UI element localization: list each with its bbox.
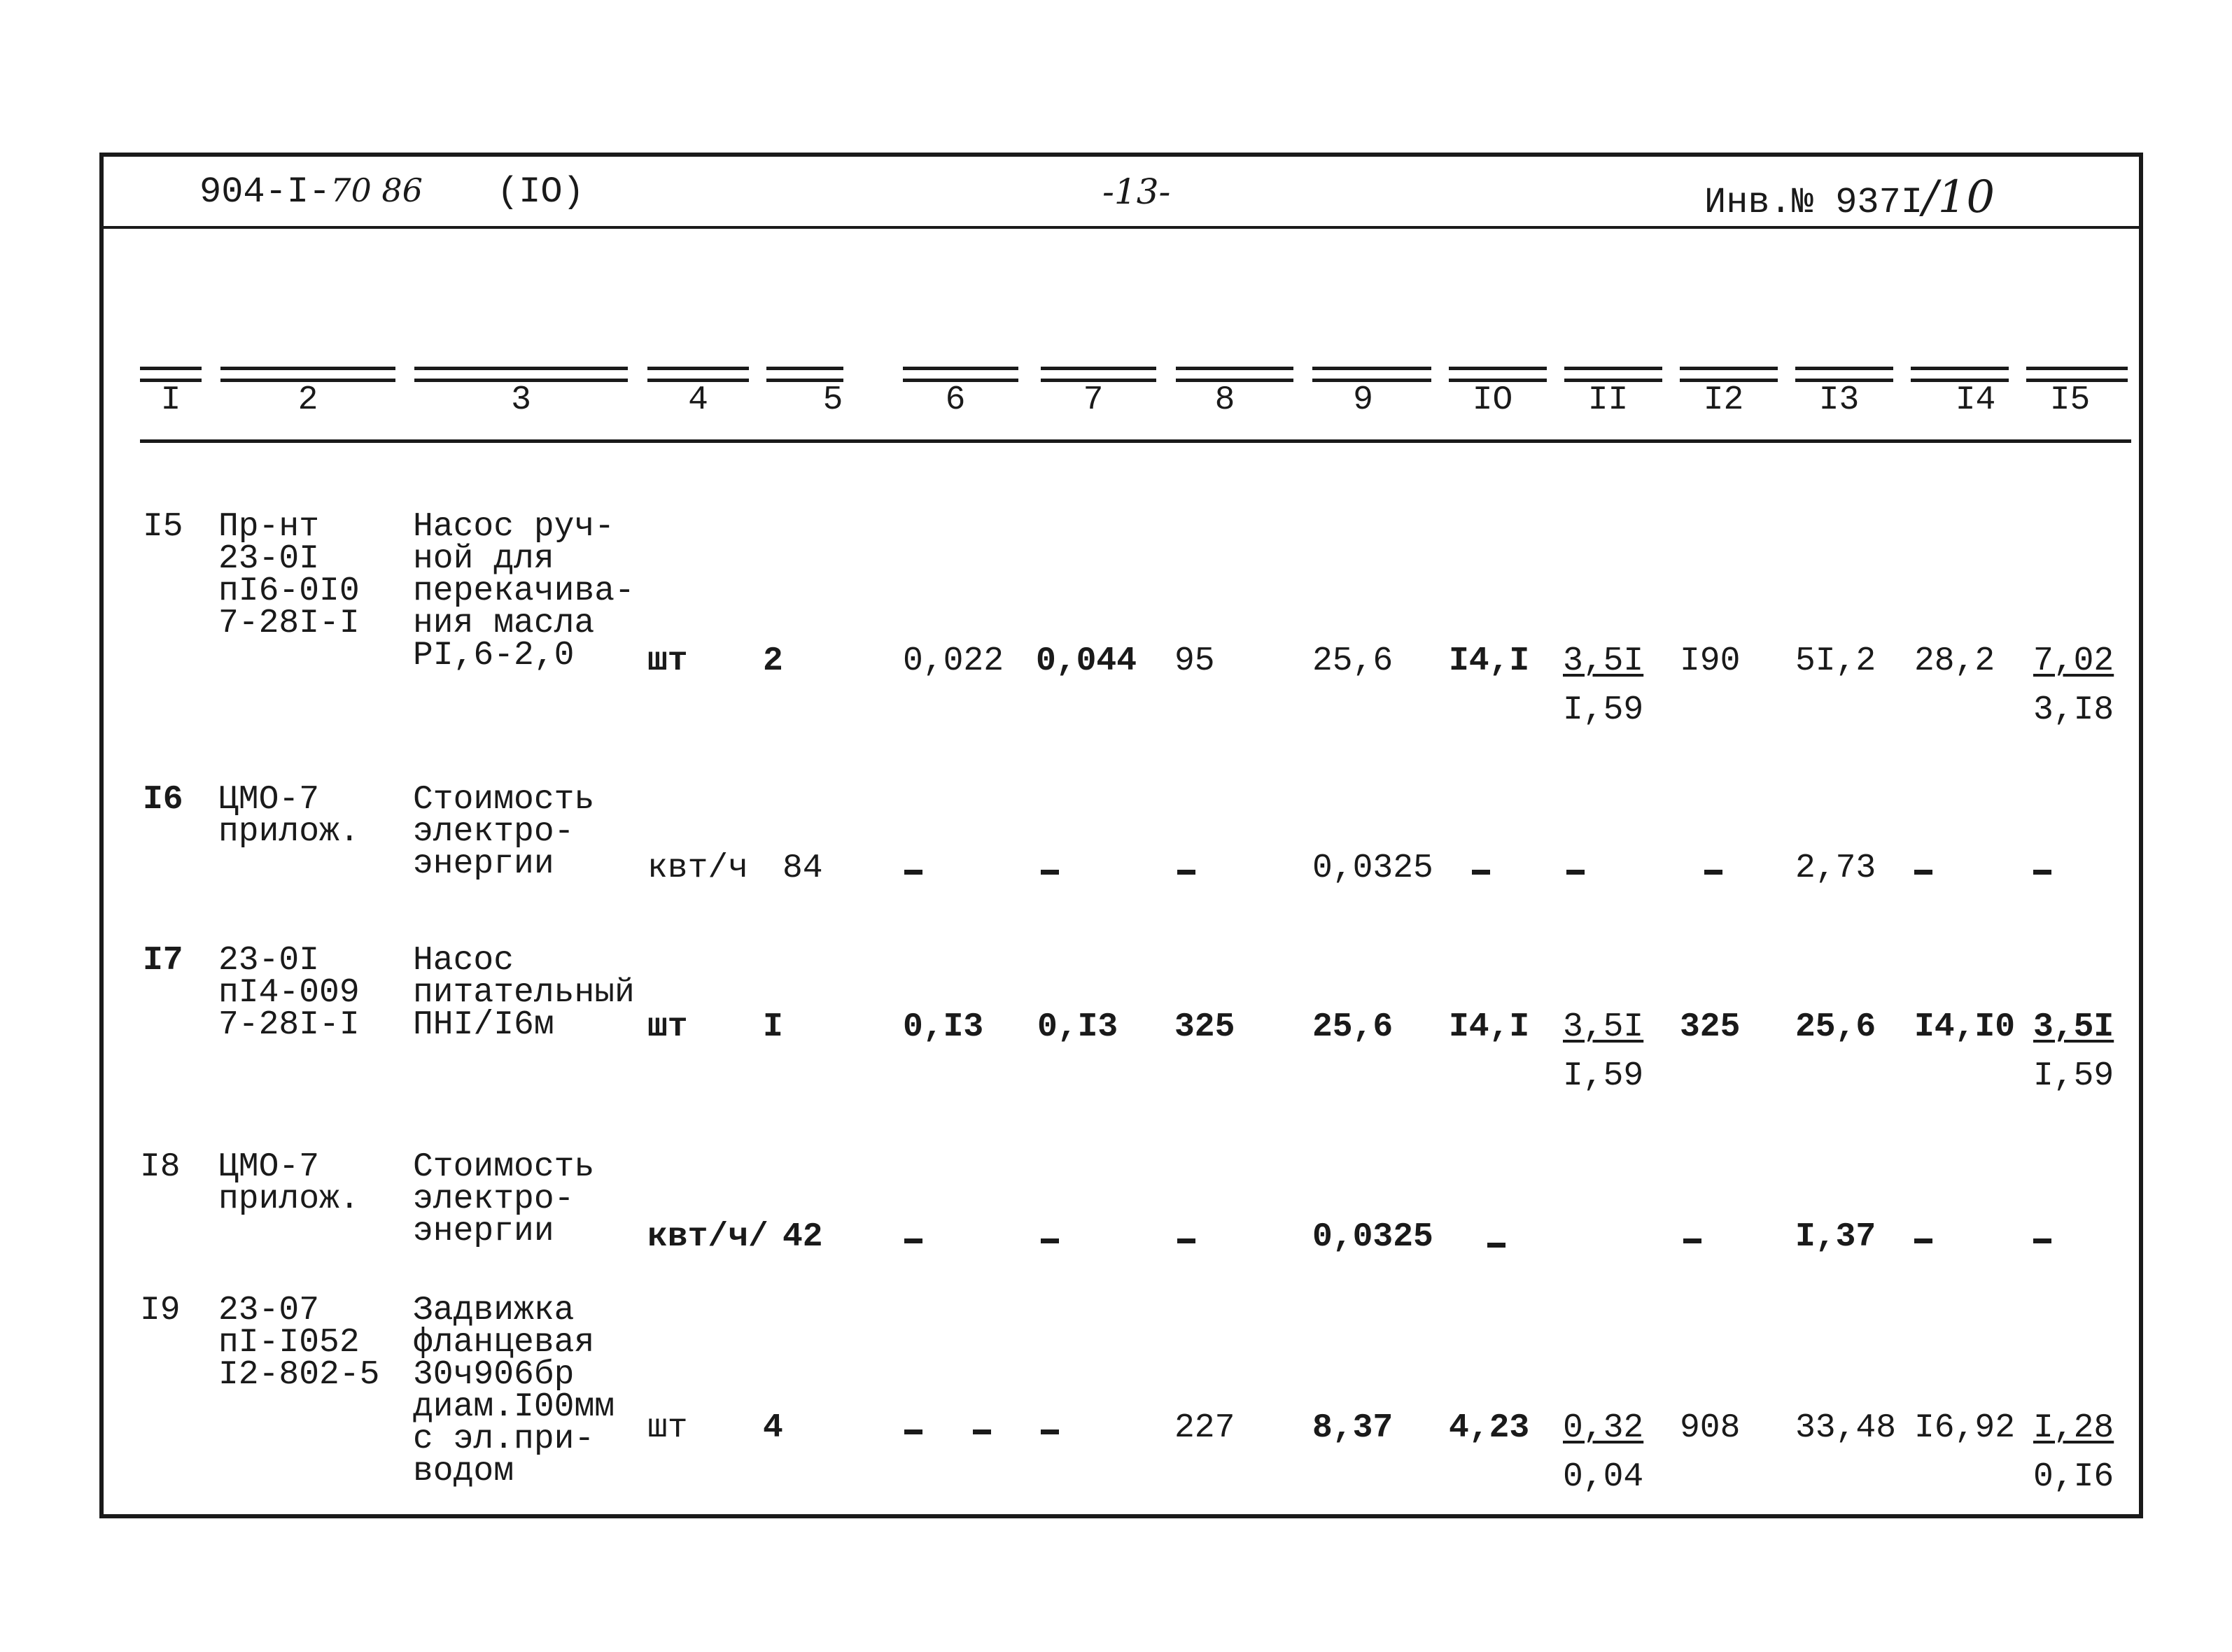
column-header-underline <box>140 439 2131 443</box>
dash-mark <box>904 1429 922 1434</box>
column-bar-13 <box>1795 367 1893 382</box>
row-unit: шт <box>647 642 688 680</box>
dash-mark <box>2033 1238 2051 1243</box>
dash-mark <box>1177 870 1195 875</box>
column-bar-10 <box>1449 367 1547 382</box>
column-bar-1 <box>140 367 202 382</box>
table-row-number: I9 <box>140 1292 181 1329</box>
row-col-11-top: 3,5I <box>1563 642 1644 680</box>
column-number-2: 2 <box>297 381 318 419</box>
column-number-7: 7 <box>1083 381 1104 419</box>
dash-mark <box>1914 870 1932 875</box>
row-quantity: I <box>763 1008 783 1046</box>
row-col-13: 2,73 <box>1795 849 1876 887</box>
row-quantity: 2 <box>763 642 783 680</box>
row-col-15-top: 7,02 <box>2033 642 2114 680</box>
row-col-10: I4,I <box>1449 642 1530 680</box>
row-col-14: I4,I0 <box>1914 1008 2016 1046</box>
doc-code-handwritten: 70 86 <box>330 171 423 209</box>
row-name: Стоимость электро- энергии <box>413 781 595 883</box>
row-col-10: 4,23 <box>1449 1409 1530 1447</box>
dash-mark <box>1704 870 1722 875</box>
row-col-11-top: 3,5I <box>1563 1008 1644 1046</box>
row-col-9: 25,6 <box>1312 642 1394 680</box>
column-bar-2 <box>220 367 395 382</box>
row-col-7: 0,I3 <box>1037 1008 1118 1046</box>
row-name: Задвижка фланцевая 30ч906бр диам.I00мм с эл.при- водом <box>413 1292 615 1490</box>
row-name: Насос питательный ПНI/I6м <box>413 942 635 1044</box>
dash-mark <box>904 870 922 875</box>
column-bar-11 <box>1564 367 1662 382</box>
row-col-13: 33,48 <box>1795 1409 1897 1447</box>
column-number-8: 8 <box>1214 381 1235 419</box>
row-col-8: 325 <box>1174 1008 1235 1046</box>
row-col-9: 25,6 <box>1312 1008 1394 1046</box>
column-bar-6 <box>903 367 1018 382</box>
row-col-10: I4,I <box>1449 1008 1530 1046</box>
row-col-14: I6,92 <box>1914 1409 2016 1447</box>
table-row-number: I8 <box>140 1148 181 1186</box>
column-number-9: 9 <box>1353 381 1373 419</box>
column-bar-9 <box>1312 367 1431 382</box>
column-bar-5 <box>766 367 843 382</box>
column-number-11: II <box>1587 381 1629 419</box>
dash-mark <box>1041 1429 1059 1434</box>
column-bar-12 <box>1680 367 1778 382</box>
column-number-6: 6 <box>945 381 966 419</box>
row-unit: шт <box>647 1008 688 1046</box>
row-unit: квт/ч/ <box>647 1218 768 1256</box>
row-col-7: 0,044 <box>1036 642 1137 680</box>
row-col-11-bottom: I,59 <box>1563 691 1644 729</box>
frame-right-line <box>2139 153 2143 1518</box>
row-col-15-bottom: 3,I8 <box>2033 691 2114 729</box>
row-col-11-bottom: 0,04 <box>1563 1458 1644 1496</box>
inventory-number <box>1704 171 1995 223</box>
column-number-10: IO <box>1472 381 1513 419</box>
doc-code <box>199 171 423 213</box>
inventory-label: Инв.№ 937I <box>1704 182 1923 223</box>
frame-left-line <box>99 153 104 1518</box>
frame-top-line <box>99 153 2143 157</box>
table-row-number: I5 <box>143 508 183 546</box>
row-col-11-top: 0,32 <box>1563 1409 1644 1447</box>
row-col-12: 908 <box>1680 1409 1741 1447</box>
column-number-3: 3 <box>511 381 531 419</box>
row-col-6: 0,I3 <box>903 1008 984 1046</box>
page-number: -13- <box>1102 171 1171 212</box>
row-unit: шт <box>647 1409 688 1447</box>
dash-mark <box>1683 1238 1701 1243</box>
dash-mark <box>1914 1238 1932 1243</box>
row-code: ЦМО-7 прилож. <box>218 781 360 851</box>
table-row-number: I6 <box>143 781 183 819</box>
row-col-9: 0,0325 <box>1312 1218 1433 1256</box>
column-number-13: I3 <box>1818 381 1860 419</box>
column-number-4: 4 <box>688 381 708 419</box>
column-number-15: I5 <box>2049 381 2091 419</box>
row-col-13: 25,6 <box>1795 1008 1876 1046</box>
column-bar-3 <box>414 367 628 382</box>
dash-mark <box>1041 870 1059 875</box>
column-number-14: I4 <box>1955 381 1996 419</box>
row-col-15-top: 3,5I <box>2033 1008 2114 1046</box>
row-col-15-top: I,28 <box>2033 1409 2114 1447</box>
section-number: (IO) <box>497 171 584 213</box>
row-col-6: 0,022 <box>903 642 1004 680</box>
row-col-12: I90 <box>1680 642 1741 680</box>
row-col-15-bottom: 0,I6 <box>2033 1458 2114 1496</box>
dash-mark <box>973 1429 991 1434</box>
row-col-9: 8,37 <box>1312 1409 1394 1447</box>
row-col-8: 227 <box>1174 1409 1235 1447</box>
row-quantity: 84 <box>782 849 823 887</box>
row-col-9: 0,0325 <box>1312 849 1433 887</box>
row-col-13: I,37 <box>1795 1218 1876 1256</box>
row-col-15-bottom: I,59 <box>2033 1057 2114 1095</box>
column-number-12: I2 <box>1703 381 1744 419</box>
column-bar-8 <box>1176 367 1293 382</box>
header-separator-line <box>99 226 2143 229</box>
dash-mark <box>1041 1238 1059 1243</box>
row-code: Пр-нт 23-0I пI6-0I0 7-28I-I <box>218 508 360 642</box>
column-bar-7 <box>1041 367 1156 382</box>
dash-mark <box>904 1238 922 1243</box>
inventory-handwritten: /10 <box>1923 171 1995 223</box>
column-bar-14 <box>1911 367 2009 382</box>
column-bar-15 <box>2026 367 2128 382</box>
row-name: Насос руч- ной для перекачива- ния масла PI,6-2,0 <box>413 508 635 675</box>
dash-mark <box>1177 1238 1195 1243</box>
row-code: 23-0I пI4-009 7-28I-I <box>218 942 360 1044</box>
row-quantity: 42 <box>782 1218 823 1256</box>
column-number-5: 5 <box>822 381 843 419</box>
row-unit: квт/ч <box>647 849 749 887</box>
column-number-1: I <box>160 381 181 419</box>
table-row-number: I7 <box>143 942 183 980</box>
doc-code-printed: 904-I- <box>199 171 331 213</box>
row-quantity: 4 <box>763 1409 783 1447</box>
row-col-8: 95 <box>1174 642 1215 680</box>
frame-bottom-line <box>99 1514 2143 1518</box>
row-col-13: 5I,2 <box>1795 642 1876 680</box>
row-col-11-bottom: I,59 <box>1563 1057 1644 1095</box>
dash-mark <box>1487 1243 1505 1248</box>
dash-mark <box>2033 870 2051 875</box>
row-code: 23-07 пI-I052 I2-802-5 <box>218 1292 380 1394</box>
row-col-12: 325 <box>1680 1008 1741 1046</box>
column-bar-4 <box>647 367 749 382</box>
row-code: ЦМО-7 прилож. <box>218 1148 360 1218</box>
row-col-14: 28,2 <box>1914 642 1995 680</box>
row-name: Стоимость электро- энергии <box>413 1148 595 1250</box>
dash-mark <box>1472 870 1490 875</box>
dash-mark <box>1566 870 1585 875</box>
